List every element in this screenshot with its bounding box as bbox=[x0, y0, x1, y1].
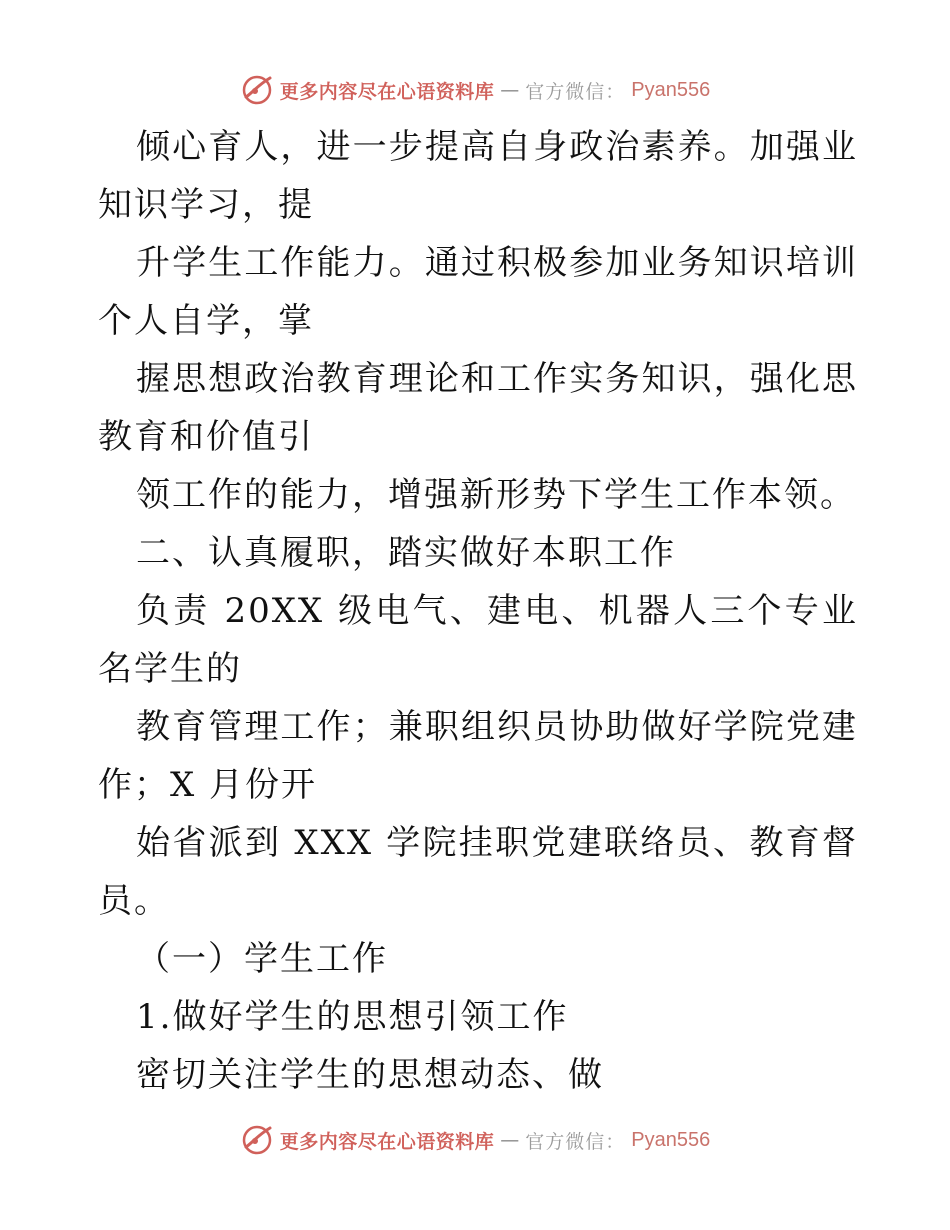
text-line: 个人自学，掌 bbox=[98, 301, 314, 341]
watermark-title: 更多内容尽在心语资料库 bbox=[279, 80, 495, 103]
text-line: 二、认真履职，踏实做好本职工作 bbox=[136, 533, 676, 573]
watermark-contact-label: 官方微信： bbox=[525, 80, 626, 103]
watermark-contact-id: Pyan556 bbox=[631, 78, 711, 101]
text-line: 密切关注学生的思想动态、做 bbox=[136, 1055, 604, 1095]
text-line: 知识学习，提 bbox=[98, 185, 314, 225]
watermark-contact-id: Pyan556 bbox=[631, 1128, 711, 1151]
text-line: 升学生工作能力。通过积极参加业务知识培训 bbox=[136, 243, 858, 283]
brand-logo-icon bbox=[240, 73, 274, 107]
text-line: 负责 20XX 级电气、建电、机器人三个专业 bbox=[136, 591, 858, 631]
watermark-header bbox=[0, 70, 950, 110]
text-line: （一）学生工作 bbox=[136, 939, 388, 979]
text-line: 作；X 月份开 bbox=[98, 765, 318, 805]
document-body bbox=[98, 118, 858, 1104]
watermark-separator: — bbox=[500, 1129, 520, 1151]
watermark-separator: — bbox=[500, 79, 520, 101]
text-line: 倾心育人，进一步提高自身政治素养。加强业 bbox=[136, 127, 858, 167]
text-line: 教育管理工作；兼职组织员协助做好学院党建 bbox=[136, 707, 858, 747]
text-line: 握思想政治教育理论和工作实务知识，强化思 bbox=[136, 359, 858, 399]
watermark-title: 更多内容尽在心语资料库 bbox=[279, 1130, 495, 1153]
brand-logo-icon bbox=[240, 1123, 274, 1157]
text-line: 名学生的 bbox=[98, 649, 242, 689]
text-line: 始省派到 XXX 学院挂职党建联络员、教育督 bbox=[136, 823, 858, 863]
text-line: 领工作的能力，增强新形势下学生工作本领。 bbox=[136, 475, 856, 515]
text-line: 员。 bbox=[98, 881, 170, 921]
watermark-footer bbox=[0, 1120, 950, 1160]
text-line: 1.做好学生的思想引领工作 bbox=[136, 997, 569, 1037]
text-line: 教育和价值引 bbox=[98, 417, 314, 457]
watermark-contact-label: 官方微信： bbox=[525, 1130, 626, 1153]
